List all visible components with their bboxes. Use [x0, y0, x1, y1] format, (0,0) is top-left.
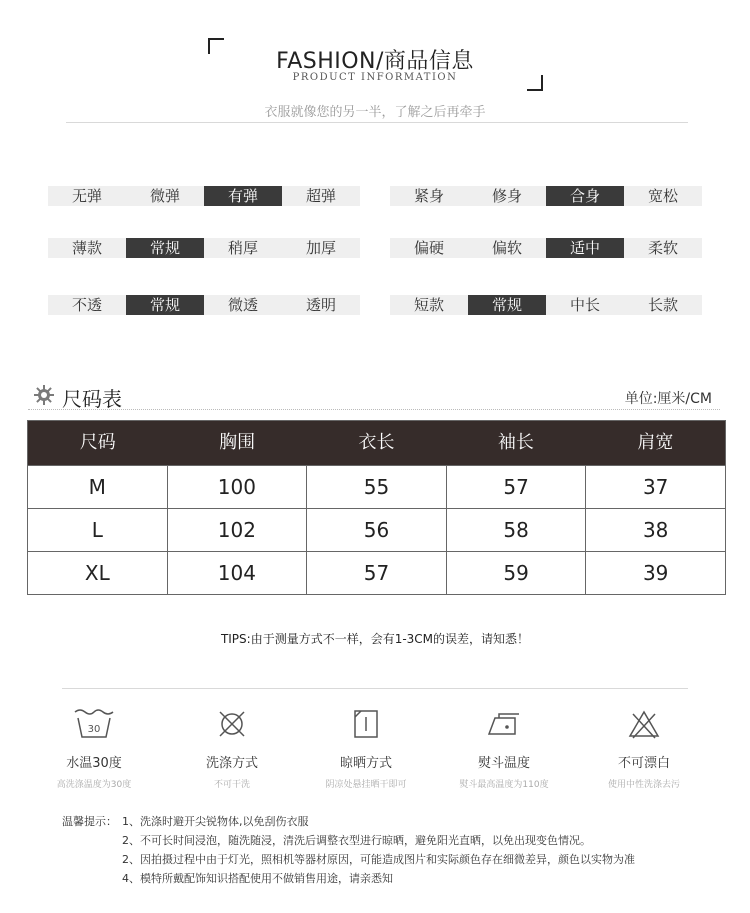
dotted-divider	[28, 409, 720, 410]
attribute-option: 常规	[126, 295, 204, 315]
table-row	[28, 551, 725, 594]
cell-chest: 104	[167, 552, 307, 594]
note-item: 4、模特所戴配饰知识搭配使用不做销售用途，请亲悉知	[122, 872, 393, 885]
divider	[62, 688, 688, 689]
softness-selector	[390, 238, 702, 258]
length-selector	[390, 295, 702, 315]
attribute-option: 微弹	[126, 186, 204, 206]
cell-sleeve: 59	[446, 552, 586, 594]
cell-shoulder: 37	[585, 466, 725, 508]
cell-sleeve: 58	[446, 509, 586, 551]
cell-size: L	[91, 518, 103, 542]
size-chart-title: 尺码表	[62, 387, 122, 411]
attribute-option: 超弹	[282, 186, 360, 206]
attribute-option: 宽松	[624, 186, 702, 206]
attribute-option: 适中	[546, 238, 624, 258]
shade-dry-icon	[350, 708, 382, 740]
care-desc: 不可干洗	[213, 780, 250, 790]
section-title: FASHION/商品信息	[276, 49, 474, 74]
attribute-option: 加厚	[282, 238, 360, 258]
attribute-option: 不透	[48, 295, 126, 315]
table-header	[28, 421, 725, 465]
care-desc: 阴凉处悬挂晒干即可	[325, 780, 407, 790]
slogan: 衣服就像您的另一半，了解之后再牵手	[264, 105, 486, 120]
svg-text:30: 30	[87, 724, 101, 735]
note-item: 2、因拍摄过程中由于灯光，照相机等器材原因，可能造成图片和实际颜色存在细微差异，颜色以实物为准	[122, 853, 635, 866]
size-chart-unit: 单位:厘米/CM	[624, 391, 712, 407]
cell-size: M	[88, 475, 106, 499]
no-bleach-icon	[627, 708, 661, 740]
attribute-option: 透明	[282, 295, 360, 315]
transparency-selector	[48, 295, 360, 315]
gear-icon	[34, 385, 54, 405]
attribute-option: 长款	[624, 295, 702, 315]
attribute-option: 柔软	[624, 238, 702, 258]
care-desc: 高洗涤温度为30度	[56, 780, 132, 790]
section-subtitle: PRODUCT INFORMATION	[292, 72, 458, 83]
note-item: 1、洗涤时避开尖锐物体,以免刮伤衣服	[122, 815, 309, 828]
attribute-option: 偏硬	[390, 238, 468, 258]
header-sleeve: 袖长	[497, 432, 534, 453]
care-item-ironing	[434, 708, 574, 790]
attribute-option: 修身	[468, 186, 546, 206]
care-item-wash-method	[162, 708, 302, 790]
cell-shoulder: 38	[585, 509, 725, 551]
care-name: 不可漂白	[617, 756, 670, 771]
header-chest: 胸围	[219, 432, 256, 453]
cell-shoulder: 39	[585, 552, 725, 594]
attribute-option: 有弹	[204, 186, 282, 206]
attribute-option: 薄款	[48, 238, 126, 258]
attribute-option: 稍厚	[204, 238, 282, 258]
notes-label: 温馨提示：	[62, 815, 117, 828]
care-item-drying	[296, 708, 436, 790]
cell-chest: 100	[167, 466, 307, 508]
header-length: 衣长	[358, 432, 395, 453]
table-row	[28, 508, 725, 551]
care-item-bleach	[574, 708, 714, 790]
iron-icon	[485, 708, 523, 740]
attribute-option: 偏软	[468, 238, 546, 258]
fit-selector	[390, 186, 702, 206]
care-name: 晾晒方式	[339, 756, 392, 771]
cell-length: 55	[306, 466, 446, 508]
care-name: 熨斗温度	[477, 756, 530, 771]
elasticity-selector	[48, 186, 360, 206]
size-table	[27, 420, 726, 595]
header-size: 尺码	[79, 432, 116, 453]
thickness-selector	[48, 238, 360, 258]
table-row	[28, 465, 725, 508]
care-name: 水温30度	[66, 756, 122, 771]
header-shoulder: 肩宽	[637, 432, 674, 453]
attribute-option: 微透	[204, 295, 282, 315]
wash-30-icon	[73, 708, 115, 740]
attribute-option: 合身	[546, 186, 624, 206]
size-tips: TIPS:由于测量方式不一样，会有1-3CM的误差，请知悉！	[220, 632, 530, 646]
cell-length: 57	[306, 552, 446, 594]
no-dry-clean-icon	[216, 708, 248, 740]
attribute-option: 中长	[546, 295, 624, 315]
care-item-wash-temp	[24, 708, 164, 790]
care-notes	[62, 812, 635, 888]
care-desc: 熨斗最高温度为110度	[459, 780, 549, 790]
cell-length: 56	[306, 509, 446, 551]
cell-sleeve: 57	[446, 466, 586, 508]
attribute-option: 短款	[390, 295, 468, 315]
attribute-option: 紧身	[390, 186, 468, 206]
note-item: 2、不可长时间浸泡，随洗随浸，清洗后调整衣型进行晾晒，避免阳光直晒，以免出现变色情况。	[122, 834, 591, 847]
divider	[66, 122, 688, 123]
attribute-option: 常规	[468, 295, 546, 315]
cell-size: XL	[84, 561, 110, 585]
attribute-option: 常规	[126, 238, 204, 258]
attribute-option: 无弹	[48, 186, 126, 206]
care-desc: 使用中性洗涤去污	[607, 780, 680, 790]
care-name: 洗涤方式	[205, 756, 258, 771]
cell-chest: 102	[167, 509, 307, 551]
